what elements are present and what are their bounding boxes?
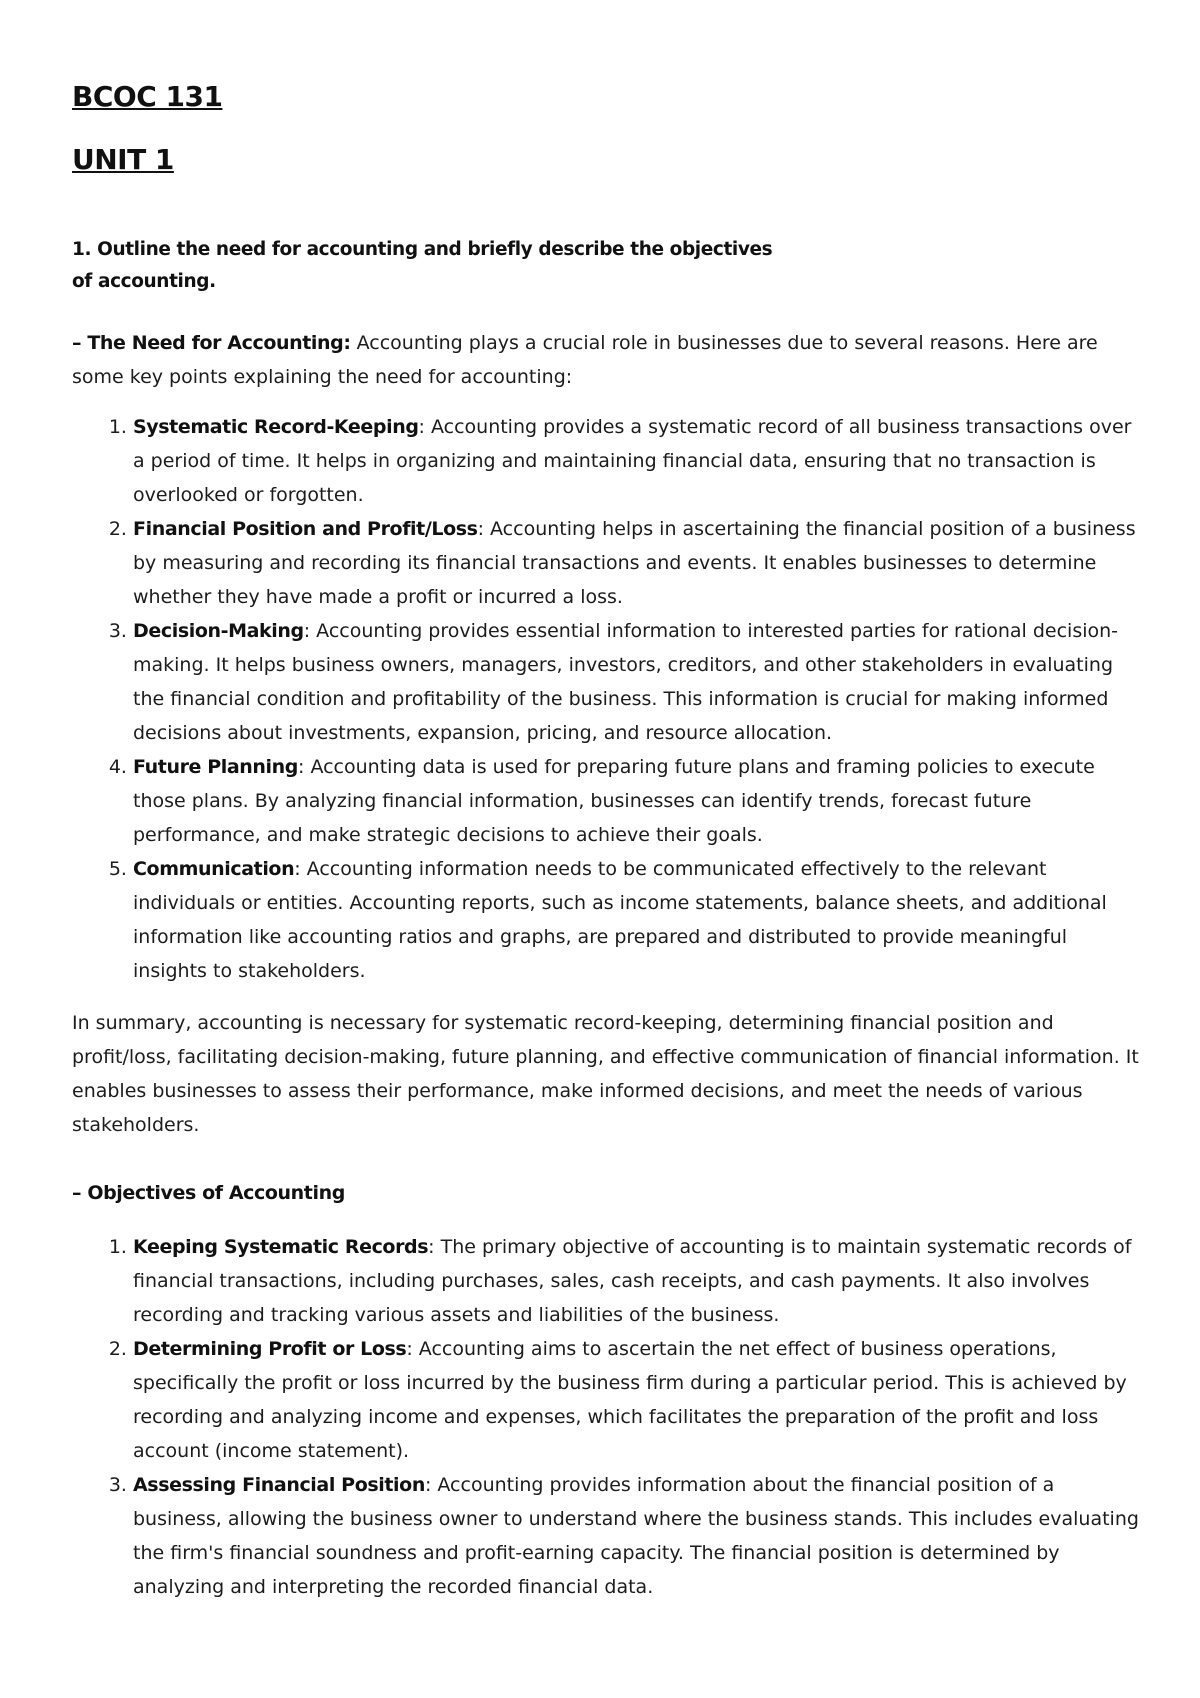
- item-term: Communication: [133, 858, 295, 880]
- need-intro-text: Accounting plays a crucial role in businesses due to several reasons. Here are some key points explaining the need for accounting:: [72, 332, 1098, 388]
- item-text: : Accounting information needs to be communicated effectively to the relevant individuals or entities. Accounting reports, such as income statements, balance sheets, and additional information like accounting ratios and graphs, are prepared and distributed to provide meaningful insights to stakeholders.: [133, 858, 1107, 982]
- item-text: : The primary objective of accounting is to maintain systematic records of financial transactions, including purchases, sales, cash receipts, and cash payments. It also involves recording and tracking various assets and liabilities of the business.: [133, 1236, 1132, 1326]
- course-code: BCOC 131: [72, 80, 223, 113]
- objectives-list: [72, 1230, 1142, 1604]
- list-item: [133, 512, 1142, 614]
- item-term: Financial Position and Profit/Loss: [133, 518, 478, 540]
- item-term: Future Planning: [133, 756, 298, 778]
- unit-title: UNIT 1: [72, 143, 174, 176]
- item-text: : Accounting provides a systematic record of all business transactions over a period of time. It helps in organizing and maintaining financial data, ensuring that no transaction is overlooked or forgotten.: [133, 416, 1132, 506]
- need-list: [72, 410, 1142, 988]
- item-text: : Accounting data is used for preparing future plans and framing policies to execute those plans. By analyzing financial information, businesses can identify trends, forecast future performance, and make strategic decisions to achieve their goals.: [133, 756, 1095, 846]
- item-term: Keeping Systematic Records: [133, 1236, 429, 1258]
- item-term: Determining Profit or Loss: [133, 1338, 407, 1360]
- list-item: [133, 1468, 1142, 1604]
- need-heading: – The Need for Accounting:: [72, 332, 351, 354]
- document-page: [72, 80, 1142, 1604]
- item-term: Systematic Record-Keeping: [133, 416, 419, 438]
- question-heading: 1. Outline the need for accounting and briefly describe the objectives of accounting.: [72, 239, 773, 292]
- list-item: [133, 1230, 1142, 1332]
- item-text: : Accounting aims to ascertain the net effect of business operations, specifically the profit or loss incurred by the business firm during a particular period. This is achieved by recording and analyzing income and expenses, which facilitates the preparation of the profit and loss account (income statement).: [133, 1338, 1127, 1462]
- list-item: [133, 614, 1142, 750]
- item-text: : Accounting helps in ascertaining the financial position of a business by measuring and recording its financial transactions and events. It enables businesses to determine whether they have made a profit or incurred a loss.: [133, 518, 1136, 608]
- list-item: [133, 750, 1142, 852]
- item-term: Decision-Making: [133, 620, 304, 642]
- need-intro-paragraph: [72, 326, 1142, 394]
- summary-paragraph: In summary, accounting is necessary for systematic record-keeping, determining financial position and profit/loss, facilitating decision-making, future planning, and effective communication of financial information. It enables businesses to assess their performance, make informed decisions, and meet the needs of various stakeholders.: [72, 1012, 1139, 1136]
- item-term: Assessing Financial Position: [133, 1474, 425, 1496]
- item-text: : Accounting provides essential information to interested parties for rational decision-making. It helps business owners, managers, investors, creditors, and other stakeholders in evaluating the financial condition and profitability of the business. This information is crucial for making informed decisions about investments, expansion, pricing, and resource allocation.: [133, 620, 1119, 744]
- list-item: [133, 852, 1142, 988]
- list-item: [133, 410, 1142, 512]
- objectives-heading: – Objectives of Accounting: [72, 1182, 345, 1204]
- item-text: : Accounting provides information about the financial position of a business, allowing the business owner to understand where the business stands. This includes evaluating the firm's financial soundness and profit-earning capacity. The financial position is determined by analyzing and interpreting the recorded financial data.: [133, 1474, 1139, 1598]
- list-item: [133, 1332, 1142, 1468]
